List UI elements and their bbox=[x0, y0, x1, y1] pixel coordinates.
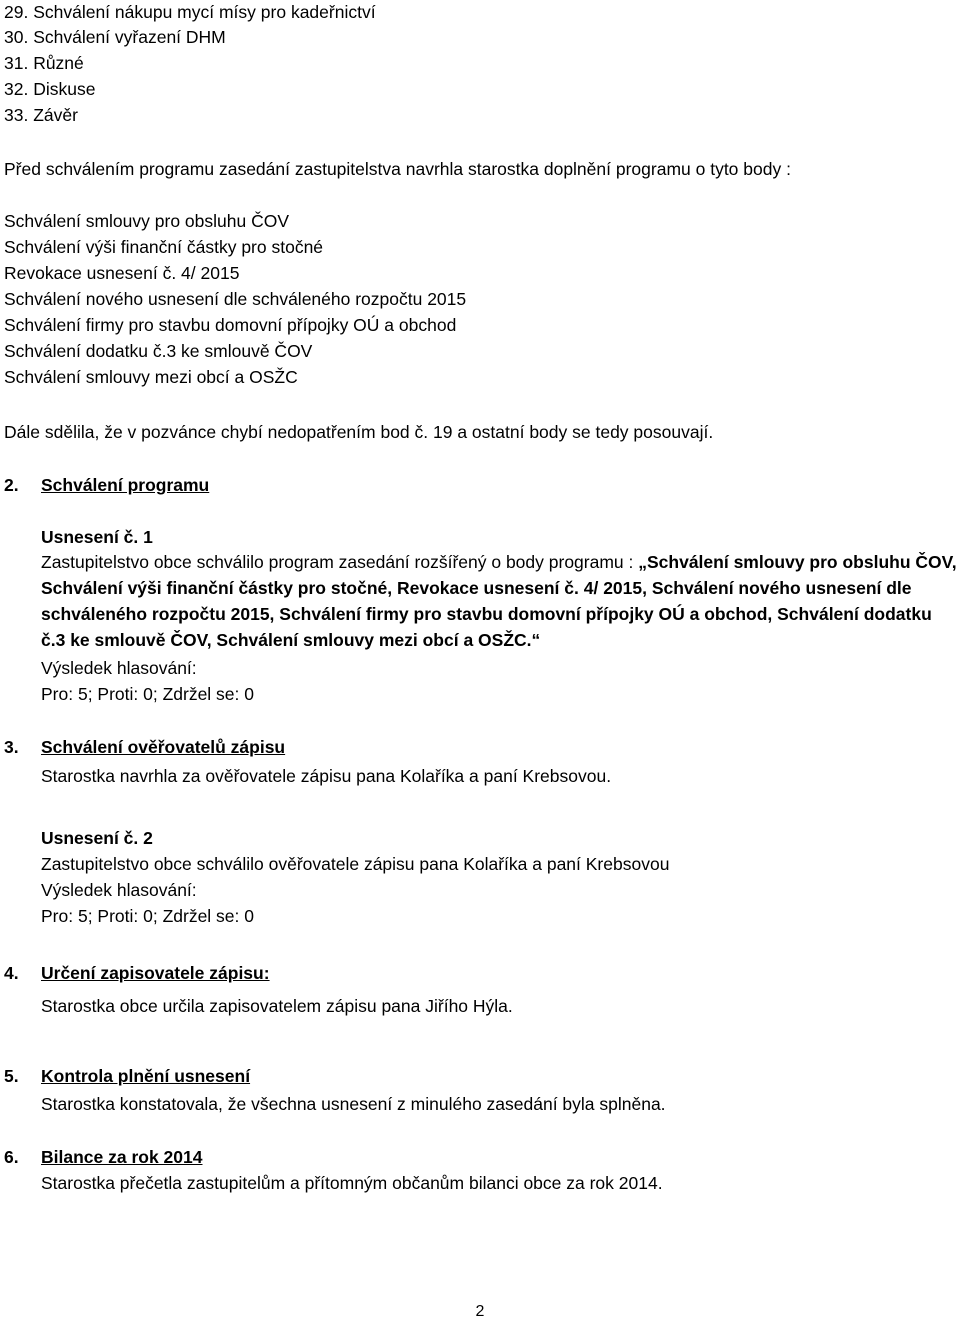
section-4-heading bbox=[4, 962, 270, 984]
section-3-heading bbox=[4, 736, 285, 758]
resolution-text: Zastupitelstvo obce schválilo ověřovatele zápisu pana Kolaříka a paní Krebsovou bbox=[41, 854, 670, 874]
resolution-text-plain: Zastupitelstvo obce schválilo program zasedání rozšířený o body programu : bbox=[41, 552, 639, 572]
note-text: Dále sdělila, že v pozvánce chybí nedopatřením bod č. 19 a ostatní body se tedy posouvají. bbox=[4, 422, 714, 442]
vote-result: Pro: 5; Proti: 0; Zdržel se: 0 bbox=[41, 906, 254, 926]
section-number: 4. bbox=[4, 963, 19, 983]
section-5-heading bbox=[4, 1065, 250, 1087]
resolution-text bbox=[41, 549, 957, 653]
added-item: Revokace usnesení č. 4/ 2015 bbox=[4, 263, 240, 283]
agenda-item: 30. Schválení vyřazení DHM bbox=[4, 27, 226, 47]
section-title: Schválení programu bbox=[41, 475, 210, 495]
vote-label: Výsledek hlasování: bbox=[41, 658, 197, 678]
agenda-item: 31. Různé bbox=[4, 53, 84, 73]
page-number: 2 bbox=[475, 1303, 485, 1320]
section-text: Starostka konstatovala, že všechna usnesení z minulého zasedání byla splněna. bbox=[41, 1094, 666, 1114]
resolution-label: Usnesení č. 2 bbox=[41, 828, 153, 848]
section-title: Bilance za rok 2014 bbox=[41, 1147, 203, 1167]
section-number: 2. bbox=[4, 475, 19, 495]
section-title: Určení zapisovatele zápisu: bbox=[41, 963, 270, 983]
agenda-item: 33. Závěr bbox=[4, 105, 78, 125]
resolution-label: Usnesení č. 1 bbox=[41, 527, 153, 547]
vote-label: Výsledek hlasování: bbox=[41, 880, 197, 900]
vote-result: Pro: 5; Proti: 0; Zdržel se: 0 bbox=[41, 684, 254, 704]
section-text: Starostka přečetla zastupitelům a přítomným občanům bilanci obce za rok 2014. bbox=[41, 1173, 663, 1193]
section-text: Starostka navrhla za ověřovatele zápisu pana Kolaříka a paní Krebsovou. bbox=[41, 766, 612, 786]
added-item: Schválení výši finanční částky pro stočné bbox=[4, 237, 324, 257]
agenda-item: 29. Schválení nákupu mycí mísy pro kadeřnictví bbox=[4, 2, 376, 22]
intro-text: Před schválením programu zasedání zastupitelstva navrhla starostka doplnění programu o tyto body : bbox=[4, 159, 791, 179]
added-item: Schválení smlouvy pro obsluhu ČOV bbox=[4, 211, 289, 231]
section-number: 3. bbox=[4, 737, 19, 757]
added-item: Schválení smlouvy mezi obcí a OSŽC bbox=[4, 367, 298, 387]
added-item: Schválení nového usnesení dle schváleného rozpočtu 2015 bbox=[4, 289, 467, 309]
section-text: Starostka obce určila zapisovatelem zápisu pana Jiřího Hýla. bbox=[41, 996, 513, 1016]
added-item: Schválení dodatku č.3 ke smlouvě ČOV bbox=[4, 341, 313, 361]
resolution-text-bold: „Schválení smlouvy pro obsluhu ČOV, Schválení výši finanční částky pro stočné, Revokace usnesení č. 4/ 2015, Schválení nového usnesení dle schváleného rozpočtu 2015, Schválení firmy pro stavbu domovní přípojky OÚ a obchod, Schválení dodatku č.3 ke smlouvě ČOV, Schválení smlouvy mezi obcí a OSŽC.“ bbox=[41, 552, 957, 650]
agenda-item: 32. Diskuse bbox=[4, 79, 96, 99]
section-number: 6. bbox=[4, 1147, 19, 1167]
section-number: 5. bbox=[4, 1066, 19, 1086]
section-2-heading bbox=[4, 474, 209, 496]
section-title: Schválení ověřovatelů zápisu bbox=[41, 737, 286, 757]
section-6-heading bbox=[4, 1146, 202, 1168]
added-item: Schválení firmy pro stavbu domovní přípojky OÚ a obchod bbox=[4, 315, 457, 335]
section-title: Kontrola plnění usnesení bbox=[41, 1066, 251, 1086]
